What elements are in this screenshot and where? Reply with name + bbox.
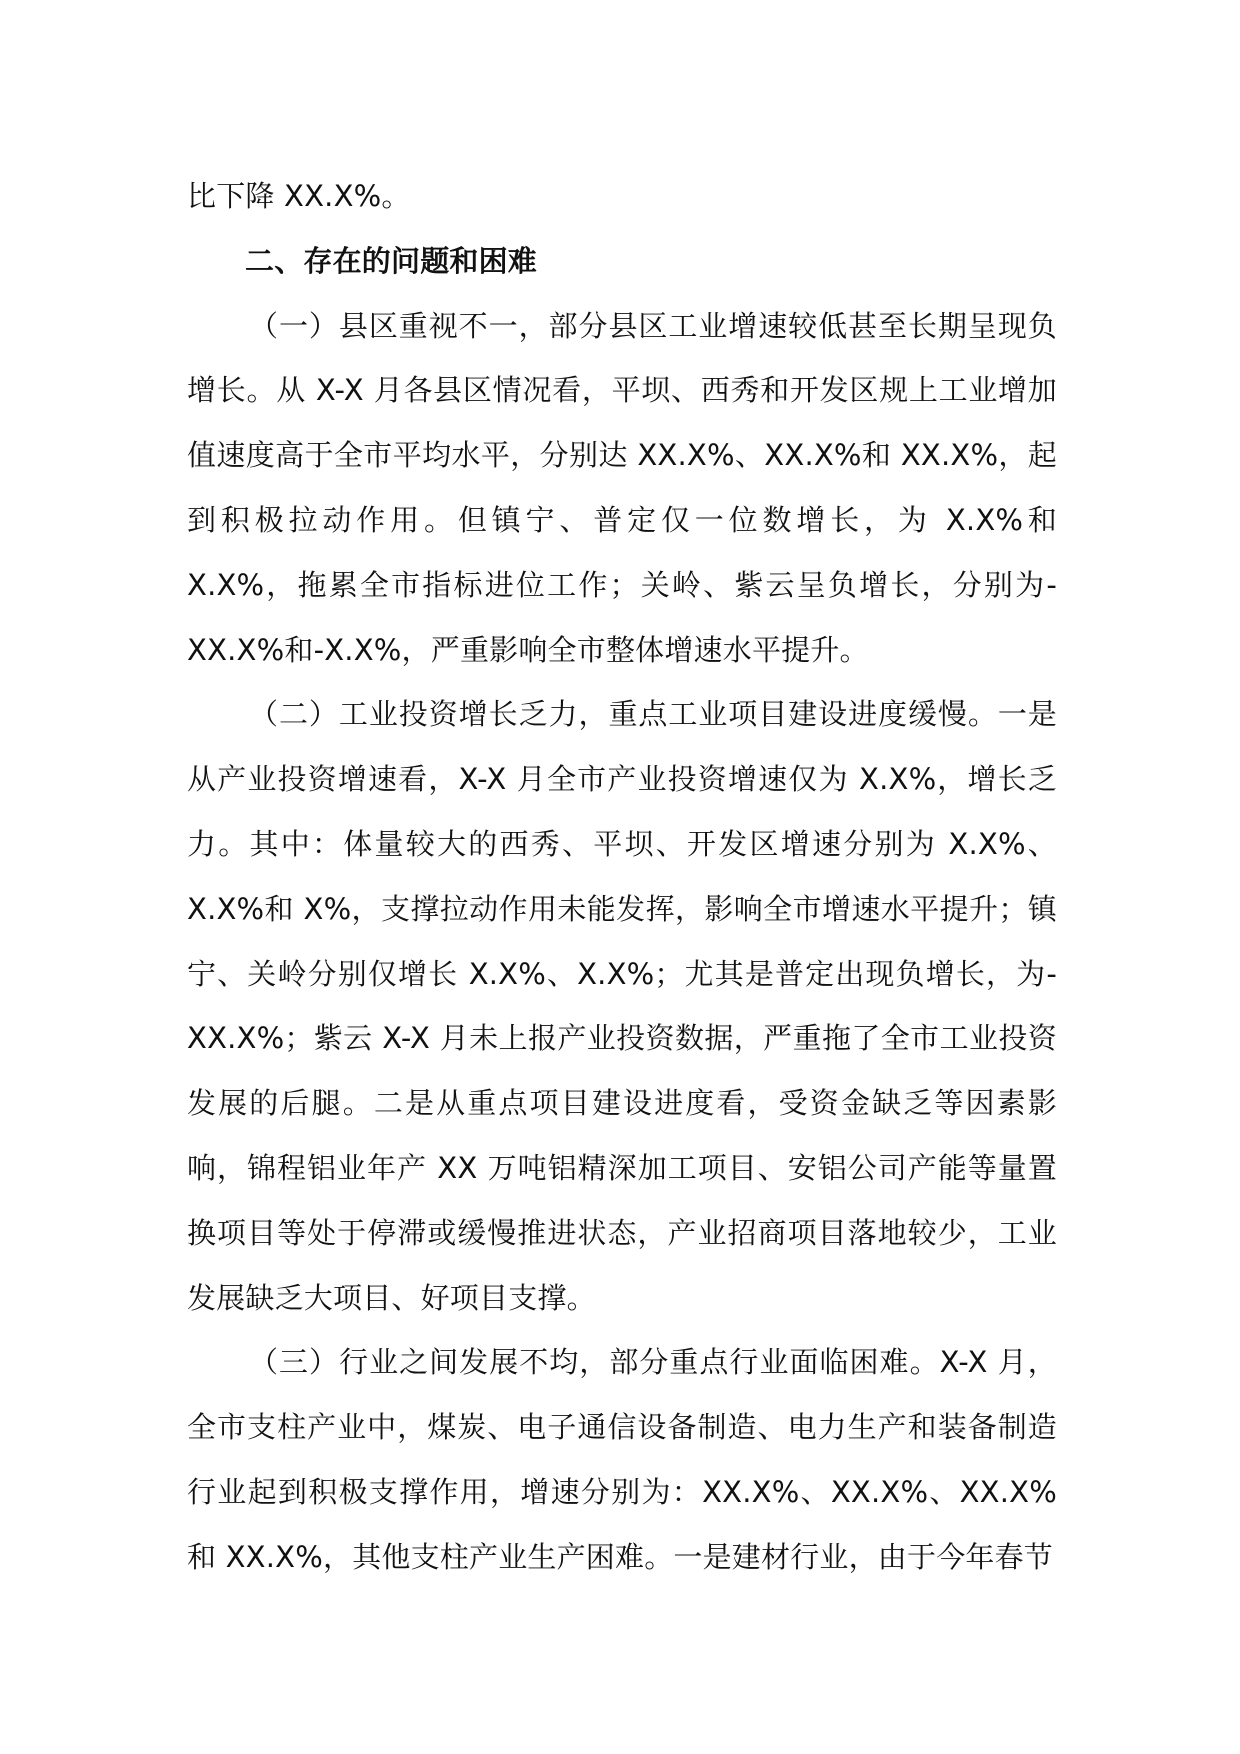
document-body [187, 164, 1057, 1590]
section-heading: 二、存在的问题和困难 [245, 243, 538, 278]
paragraph-county-growth: （一）县区重视不一，部分县区工业增速较低甚至长期呈现负增长。从 X-X 月各县区情况看，平坝、西秀和开发区规上工业增加值速度高于全市平均水平，分别达 XX.X%、XX.X%和 XX.X%，起到积极拉动作用。但镇宁、普定仅一位数增长，为 X.X%和 X.X%，拖累全市指标进位工作；关岭、紫云呈负增长，分别为-XX.X%和-X.X%，严重影响全市整体增速水平提升。 [187, 308, 1057, 667]
paragraph-industry-balance: （三）行业之间发展不均，部分重点行业面临困难。X-X 月，全市支柱产业中，煤炭、电子通信设备制造、电力生产和装备制造行业起到积极支撑作用，增速分别为：XX.X%、XX.X%、XX.X%和 XX.X%，其他支柱产业生产困难。一是建材行业，由于今年春节 [187, 1345, 1057, 1574]
paragraph-industrial-investment: （二）工业投资增长乏力，重点工业项目建设进度缓慢。一是从产业投资增速看，X-X 月全市产业投资增速仅为 X.X%，增长乏力。其中：体量较大的西秀、平坝、开发区增速分别为 X.X%、X.X%和 X%，支撑拉动作用未能发挥，影响全市增速水平提升；镇宁、关岭分别仅增长 X.X%、X.X%；尤其是普定出现负增长，为-XX.X%；紫云 X-X 月未上报产业投资数据，严重拖了全市工业投资发展的后腿。二是从重点项目建设进度看，受资金缺乏等因素影响，锦程铝业年产 XX 万吨铝精深加工项目、安铝公司产能等量置换项目等处于停滞或缓慢推进状态，产业招商项目落地较少，工业发展缺乏大项目、好项目支撑。 [187, 697, 1057, 1315]
paragraph-continuation: 比下降 XX.X%。 [187, 179, 411, 213]
